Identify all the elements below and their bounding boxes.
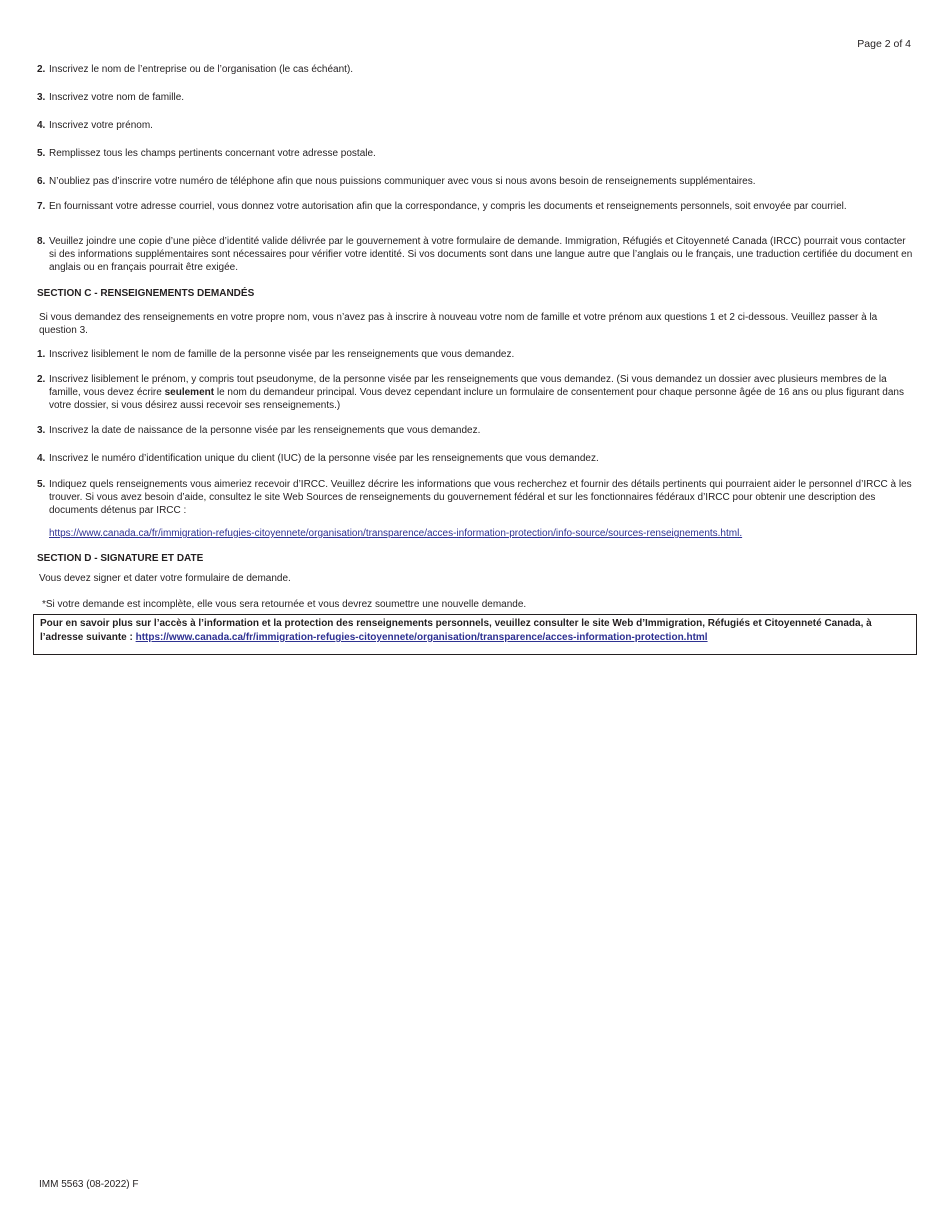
page-number: Page 2 of 4 <box>857 38 911 50</box>
section-d-text: Vous devez signer et dater votre formulaire de demande. <box>39 573 291 584</box>
item-text: Inscrivez la date de naissance de la personne visée par les renseignements que vous demandez. <box>49 425 481 436</box>
section-c-heading: SECTION C - RENSEIGNEMENTS DEMANDÉS <box>37 288 255 299</box>
item-number: 2. <box>37 64 46 75</box>
instruction-item-c2 <box>37 373 913 412</box>
item-text-before: Inscrivez lisiblement le prénom, y compris tout pseudonyme, de la personne visée par les renseignements que vous demandez. (Si vous demandez un dossier avec plusieurs membres de la famille, vous devez écrire <box>49 374 887 398</box>
item-text: Inscrivez votre nom de famille. <box>49 92 185 103</box>
section-d-heading: SECTION D - SIGNATURE ET DATE <box>37 553 204 564</box>
form-code-footer: IMM 5563 (08-2022) F <box>39 1179 139 1190</box>
item-number: 3. <box>37 425 46 436</box>
instruction-item-c3 <box>37 424 913 437</box>
section-c-intro: Si vous demandez des renseignements en votre propre nom, vous n’avez pas à inscrire à nouveau votre nom de famille et votre prénom aux questions 1 et 2 ci-dessous. Veuillez passer à la question 3. <box>39 312 878 336</box>
item-text-emphasis: seulement <box>164 387 215 398</box>
item-text: Inscrivez votre prénom. <box>49 120 153 131</box>
instruction-item-c1 <box>37 348 913 361</box>
instruction-item-c4 <box>37 452 913 465</box>
item-text: N’oubliez pas d’inscrire votre numéro de téléphone afin que nous puissions communiquer avec vous si nous avons besoin de renseignements supplémentaires. <box>49 176 756 187</box>
item-number: 3. <box>37 92 46 103</box>
instruction-item-b3 <box>37 91 913 104</box>
item-text-after: le nom du demandeur principal. Vous devez cependant inclure un formulaire de consentement pour chaque personne âgée de 16 ans ou plus figurant dans votre dossier, si vous désirez aussi recevoir ses renseignements.) <box>49 387 904 411</box>
item-number: 4. <box>37 120 46 131</box>
access-info-link[interactable]: https://www.canada.ca/fr/immigration-refugies-citoyennete/organisation/transparence/acces-information-protection.html <box>135 632 708 643</box>
item-text: En fournissant votre adresse courriel, vous donnez votre autorisation afin que la correspondance, y compris les documents et renseignements personnels, soit envoyée par courriel. <box>49 201 847 212</box>
item-number: 1. <box>37 349 46 360</box>
instruction-item-c5 <box>37 478 913 517</box>
instruction-item-b4 <box>37 119 913 132</box>
access-info-notice <box>33 614 917 655</box>
item-text: Veuillez joindre une copie d’une pièce d’identité valide délivrée par le gouvernement à votre formulaire de demande. Immigration, Réfugiés et Citoyenneté Canada (IRCC) pourrait vous contacter si des informations supplémentaires sont nécessaires pour vérifier votre identité. Si vos documents sont dans une langue autre que l’anglais ou le français, une traduction certifiée du document en anglais ou en français pourrait être exigée. <box>49 236 913 273</box>
item-text: Remplissez tous les champs pertinents concernant votre adresse postale. <box>49 148 376 159</box>
item-number: 4. <box>37 453 46 464</box>
item-number: 8. <box>37 236 46 247</box>
incomplete-request-note: *Si votre demande est incomplète, elle vous sera retournée et vous devrez soumettre une nouvelle demande. <box>42 599 527 610</box>
item-number: 7. <box>37 201 46 212</box>
item-text: Inscrivez le nom de l’entreprise ou de l’organisation (le cas échéant). <box>49 64 354 75</box>
item-number: 2. <box>37 374 46 385</box>
item-text: Inscrivez le numéro d’identification unique du client (IUC) de la personne visée par les renseignements que vous demandez. <box>49 453 599 464</box>
item-text: Inscrivez lisiblement le nom de famille de la personne visée par les renseignements que vous demandez. <box>49 349 515 360</box>
item-number: 5. <box>37 148 46 159</box>
instruction-item-b2 <box>37 63 913 76</box>
item-number: 5. <box>37 479 46 490</box>
instruction-item-b7 <box>37 200 913 213</box>
instruction-item-b8 <box>37 235 913 274</box>
item-number: 6. <box>37 176 46 187</box>
notice-text: Pour en savoir plus sur l’accès à l’information et la protection des renseignements personnels, veuillez consulter le site Web d’Immigration, Réfugiés et Citoyenneté Canada, à l’adresse suivante : <box>40 618 872 643</box>
item-text: Indiquez quels renseignements vous aimeriez recevoir d’IRCC. Veuillez décrire les informations que vous recherchez et fournir des détails pertinents qui pourraient aider le personnel d’IRCC à les trouver. Si vous avez besoin d’aide, consultez le site Web Sources de renseignements du gouvernement fédéral et sur les fonctionnaires fédéraux d’IRCC pour obtenir une description des documents détenus par IRCC : <box>49 479 912 516</box>
instruction-item-b6 <box>37 175 913 188</box>
info-source-link[interactable]: https://www.canada.ca/fr/immigration-refugies-citoyennete/organisation/transparence/acces-information-protection/info-source/sources-renseignements.html. <box>49 528 743 539</box>
instruction-item-b5 <box>37 147 913 160</box>
